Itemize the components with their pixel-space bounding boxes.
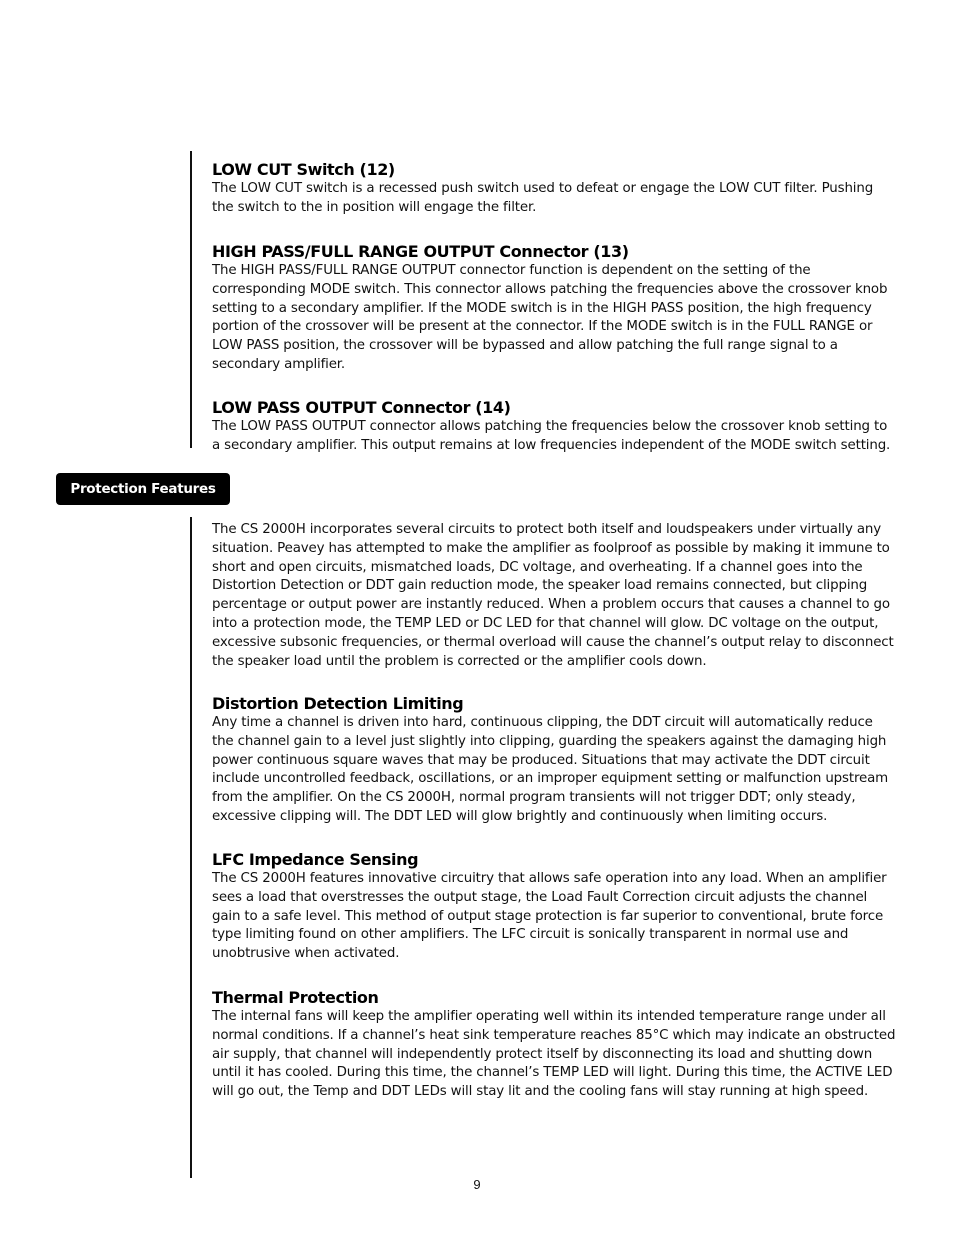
section-low-cut-switch [212,160,898,218]
section-heading: Thermal Protection [212,988,379,1007]
section-body: The LOW PASS OUTPUT connector allows patching the frequencies below the crossover knob setting to a secondary amplifier. This output remains at low frequencies independent of the MODE switch setting. [212,419,891,453]
margin-rule-bottom [190,517,192,1178]
section-heading: LOW PASS OUTPUT Connector (14) [212,398,511,417]
page-number: 9 [473,1177,481,1192]
section-distortion-detection [212,694,898,827]
section-body: The CS 2000H features innovative circuitry that allows safe operation into any load. When an amplifier sees a load that overstresses the output stage, the Load Fault Correction circuit adjusts the channel gain to a safe level. This method of output stage protection is far superior to conventional, brute force type limiting found on other amplifiers. The LFC circuit is sonically transparent in normal use and unobtrusive when activated. [212,871,887,962]
protection-intro-text: The CS 2000H incorporates several circuits to protect both itself and loudspeakers under virtually any situation. Peavey has attempted to make the amplifier as foolproof as possible by making it immune to short and open circuits, mismatched loads, DC voltage, and overheating. If a channel goes into the Distortion Detection or DDT gain reduction mode, the speaker load remains connected, but clipping percentage or output power are instantly reduced. When a problem occurs that causes a channel to go into a protection mode, the TEMP LED or DC LED for that channel will glow. DC voltage on the output, excessive subsonic frequencies, or thermal overload will cause the channel’s output relay to disconnect the speaker load until the problem is corrected or the amplifier cools down. [212,522,894,669]
protection-features-tab: Protection Features [56,473,230,505]
section-high-pass-output [212,242,898,375]
section-heading: LFC Impedance Sensing [212,850,419,869]
section-body: Any time a channel is driven into hard, continuous clipping, the DDT circuit will automatically reduce the channel gain to a level just slightly into clipping, guarding the speakers against the damaging high power continuous square waves that may be produced. Situations that may activate the DDT circuit include uncontrolled feedback, oscillations, or an improper equipment setting or malfunction upstream from the amplifier. On the CS 2000H, normal program transients will not trigger DDT; only steady, excessive clipping will. The DDT LED will glow brightly and continuously when limiting occurs. [212,715,889,824]
margin-rule-top [190,151,192,448]
section-body: The internal fans will keep the amplifier operating well within its intended temperature range under all normal conditions. If a channel’s heat sink temperature reaches 85°C which may indicate an obstructed air supply, that channel will independently protect itself by disconnecting its load and shutting down until it has cooled. During this time, the channel’s TEMP LED will light. During this time, the ACTIVE LED will go out, the Temp and DDT LEDs will stay lit and the cooling fans will stay running at high speed. [212,1009,896,1100]
section-heading: LOW CUT Switch (12) [212,160,395,179]
section-thermal-protection [212,988,898,1102]
section-body: The LOW CUT switch is a recessed push switch used to defeat or engage the LOW CUT filter. Pushing the switch to the in position will engage the filter. [212,181,874,215]
section-heading: Distortion Detection Limiting [212,694,464,713]
section-heading: HIGH PASS/FULL RANGE OUTPUT Connector (13) [212,242,629,261]
protection-intro [212,521,898,671]
section-low-pass-output [212,398,898,456]
section-body: The HIGH PASS/FULL RANGE OUTPUT connector function is dependent on the setting of the corresponding MODE switch. This connector allows patching the frequencies above the crossover knob setting to a secondary amplifier. If the MODE switch is in the HIGH PASS position, the high frequency portion of the crossover will be present at the connector. If the MODE switch is in the FULL RANGE or LOW PASS position, the crossover will be bypassed and allow patching the full range signal to a secondary amplifier. [212,263,888,372]
section-lfc-impedance [212,850,898,964]
